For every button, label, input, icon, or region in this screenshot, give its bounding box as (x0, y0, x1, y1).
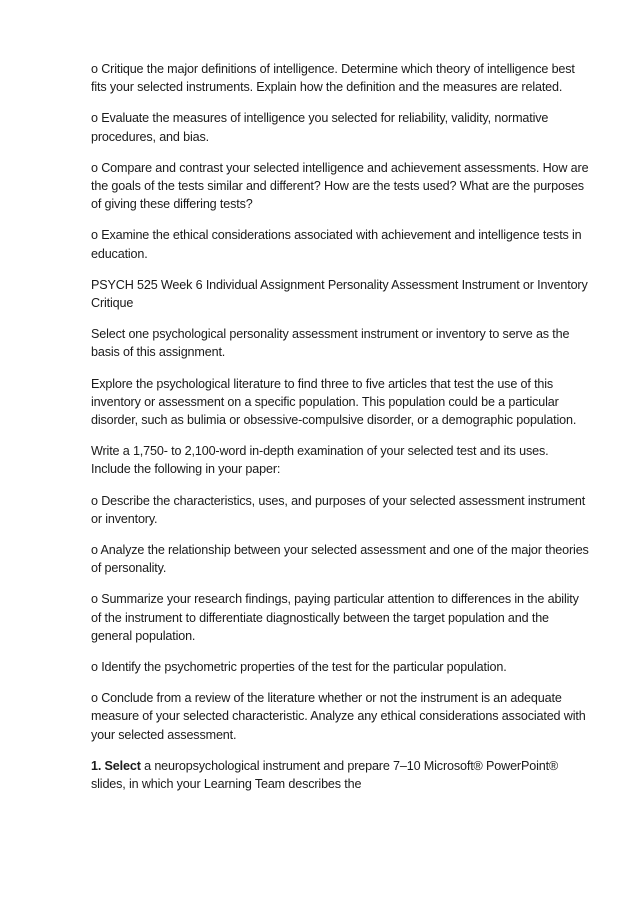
assignment-heading: PSYCH 525 Week 6 Individual Assignment Personality Assessment Instrument or Inventory Critique (91, 277, 588, 311)
bullet-conclude-review: o Conclude from a review of the literature whether or not the instrument is an adequate measure of your selected characteristic. Analyze any ethical considerations associated with your selected assessment. (91, 691, 586, 742)
bullet-examine-ethics: o Examine the ethical considerations associated with achievement and intelligence tests in education. (91, 228, 582, 261)
bullet-compare-assessments: o Compare and contrast your selected intelligence and achievement assessments. How are the goals of the tests similar and different? How are the tests used? What are the purposes of giving these differing tests? (91, 160, 589, 212)
select-bold-lead: 1. Select (91, 758, 141, 773)
bullet-critique-definitions: o Critique the major definitions of intelligence. Determine which theory of intelligence best fits your selected instruments. Explain how the definition and the measures are related. (91, 62, 575, 95)
paragraph-write-examination: Write a 1,750- to 2,100-word in-depth examination of your selected test and its uses. Include the following in your paper: (91, 444, 549, 477)
paragraph-select-instrument: Select one psychological personality assessment instrument or inventory to serve as the basis of this assignment. (91, 327, 570, 360)
bullet-analyze-relationship: o Analyze the relationship between your selected assessment and one of the major theories of personality. (91, 543, 589, 576)
document-body (91, 60, 591, 806)
bullet-identify-psychometrics: o Identify the psychometric properties of the test for the particular population. (91, 660, 507, 675)
paragraph-select-neuropsych (91, 757, 591, 793)
bullet-summarize-findings: o Summarize your research findings, paying particular attention to differences in the ability of the instrument to differentiate diagnostically between the target population and the general population. (91, 592, 579, 643)
bullet-evaluate-measures: o Evaluate the measures of intelligence you selected for reliability, validity, normative procedures, and bias. (91, 111, 549, 144)
paragraph-explore-literature: Explore the psychological literature to find three to five articles that test the use of this inventory or assessment on a specific population. This population could be a particular disorder, such as bulimia or obsessive-compulsive disorder, or a demographic population. (91, 376, 577, 428)
select-neuropsych-text: a neuropsychological instrument and prepare 7–10 Microsoft® PowerPoint® slides, in which your Learning Team describes the (91, 758, 559, 792)
bullet-describe-characteristics: o Describe the characteristics, uses, and purposes of your selected assessment instrument or inventory. (91, 493, 586, 526)
